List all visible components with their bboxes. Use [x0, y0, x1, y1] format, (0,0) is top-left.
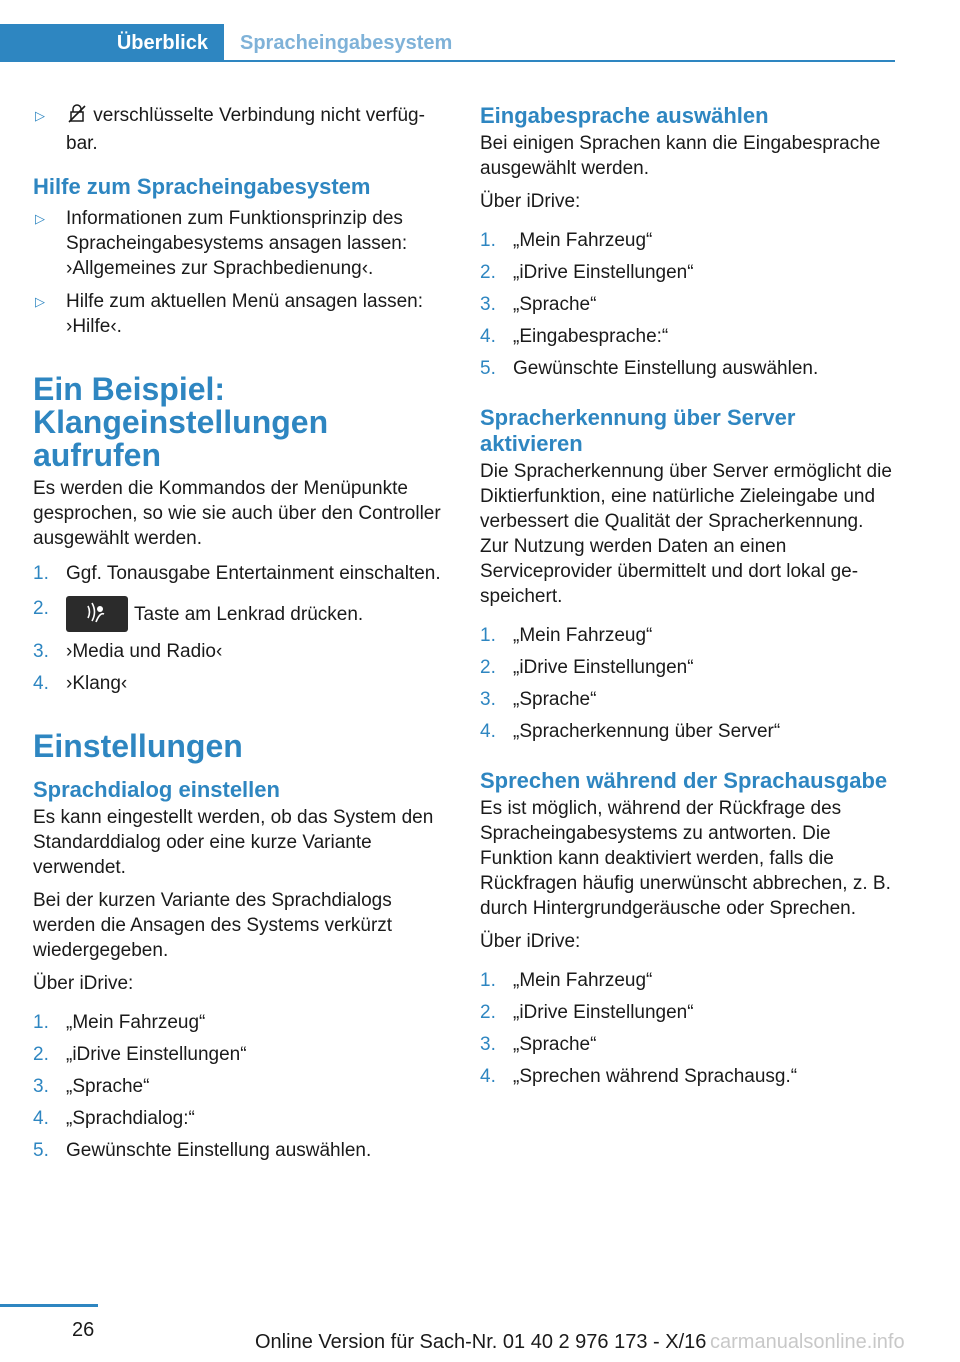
list-item — [480, 292, 895, 317]
step-text: „Sprache“ — [66, 1076, 150, 1097]
top-bullet-list — [33, 103, 448, 156]
server-heading: Spracherkennung über Server aktivieren — [480, 405, 796, 456]
hilfe-list — [33, 206, 448, 339]
step-number: 2. — [33, 598, 49, 619]
step-number: 4. — [33, 673, 49, 694]
step-text: „Sprache“ — [513, 294, 597, 315]
triangle-bullet-icon: ▷ — [35, 211, 45, 226]
list-item — [33, 1106, 448, 1131]
header-divider — [0, 60, 895, 62]
step-number: 1. — [480, 230, 496, 251]
sprechen-heading: Sprechen während der Sprachausgabe — [480, 768, 888, 793]
step-number: 1. — [33, 563, 49, 584]
eingabe-heading: Eingabesprache auswählen — [480, 103, 769, 128]
list-item — [33, 596, 448, 632]
step-number: 4. — [480, 326, 496, 347]
step-text: „iDrive Einstellungen“ — [513, 1002, 694, 1023]
step-text: „Spracherkennung über Server“ — [513, 721, 781, 742]
step-number: 4. — [480, 721, 496, 742]
list-item — [480, 228, 895, 253]
step-text: Ggf. Tonausgabe Entertainment einschalten. — [66, 563, 441, 584]
step-number: 3. — [480, 294, 496, 315]
step-text: Gewünschte Einstellung auswählen. — [66, 1140, 372, 1161]
list-item-text: Informationen zum Funktionsprinzip des Spracheingabesystems ansagen lassen: ›Allgemeines zur Sprachbedienung‹. — [66, 208, 408, 279]
server-text: Die Spracherkennung über Server ermöglicht die Diktierfunktion, eine natürliche Zieleingabe und verbessert die Qualität der Spracherkennung. Zur Nutzung werden Daten an einen Serviceprovider übermittelt und dort lokal gespeichert. — [480, 461, 892, 607]
page-number: 26 — [72, 1319, 95, 1341]
server-steps — [480, 623, 895, 744]
sprechen-text: Es ist möglich, während der Rückfrage des Spracheingabesystems zu antworten. Die Funktion kann deaktiviert werden, falls die Rückfragen häufig unerwünscht abbrechen, z. B. durch Hintergrundgeräusche oder Sprechen. — [480, 798, 891, 919]
sprachdialog-heading: Sprachdialog einstellen — [33, 777, 280, 802]
triangle-bullet-icon: ▷ — [35, 108, 45, 123]
step-text: „Sprache“ — [513, 689, 597, 710]
step-text: „Mein Fahrzeug“ — [513, 970, 653, 991]
uber-idrive-label: Über iDrive: — [480, 191, 581, 212]
step-text: „Mein Fahrzeug“ — [513, 230, 653, 251]
list-item — [33, 639, 448, 664]
step-number: 5. — [33, 1140, 49, 1161]
right-column — [480, 103, 895, 1089]
step-text: „iDrive Einstellungen“ — [513, 262, 694, 283]
beispiel-steps — [33, 561, 448, 696]
step-number: 3. — [480, 1034, 496, 1055]
list-item — [33, 103, 448, 156]
header-tab-section[interactable]: Spracheingabesystem — [240, 31, 453, 54]
list-item — [33, 206, 448, 281]
step-number: 3. — [480, 689, 496, 710]
list-item — [480, 1032, 895, 1057]
footer-divider — [0, 1304, 98, 1307]
beispiel-heading: Ein Beispiel: Klangeinstellungen aufrufen — [33, 371, 329, 473]
step-text: „iDrive Einstellungen“ — [66, 1044, 247, 1065]
step-number: 5. — [480, 358, 496, 379]
step-number: 1. — [33, 1012, 49, 1033]
sprechen-steps — [480, 968, 895, 1089]
list-item — [33, 1138, 448, 1163]
list-item — [480, 356, 895, 381]
sprachdialog-text-1: Es kann eingestellt werden, ob das System den Standarddialog oder eine kurze Variante verwendet. — [33, 807, 434, 878]
sprachdialog-text-2: Bei der kurzen Variante des Sprachdialogs werden die Ansagen des Systems verkürzt wiedergegeben. — [33, 890, 393, 961]
list-item — [480, 1000, 895, 1025]
list-item — [480, 655, 895, 680]
list-item — [480, 324, 895, 349]
header-tab-overview[interactable]: Überblick — [0, 24, 224, 62]
step-number: 3. — [33, 641, 49, 662]
list-item — [33, 1074, 448, 1099]
step-number: 2. — [33, 1044, 49, 1065]
einstellungen-heading: Einstellungen — [33, 728, 243, 764]
voice-button-icon — [66, 596, 128, 632]
step-text: ›Klang‹ — [66, 673, 128, 694]
bullet-text: verschlüsselte Verbindung nicht verfügbar. — [66, 105, 425, 154]
left-column — [33, 103, 448, 1163]
uber-idrive-label-2: Über iDrive: — [480, 931, 581, 952]
step-text: Taste am Lenkrad drücken. — [134, 604, 364, 625]
eingabe-steps — [480, 228, 895, 381]
list-item — [480, 687, 895, 712]
sprachdialog-steps — [33, 1010, 448, 1163]
list-item — [480, 260, 895, 285]
beispiel-text: Es werden die Kommandos der Menüpunkte gesprochen, so wie sie auch über den Controller ausgewählt werden. — [33, 478, 441, 549]
step-number: 2. — [480, 1002, 496, 1023]
list-item — [33, 1042, 448, 1067]
no-encryption-icon — [66, 104, 88, 131]
step-text: „Eingabesprache:“ — [513, 326, 669, 347]
triangle-bullet-icon: ▷ — [35, 294, 45, 309]
step-text: ›Media und Radio‹ — [66, 641, 223, 662]
step-number: 4. — [33, 1108, 49, 1129]
list-item-text: Hilfe zum aktuellen Menü ansagen lassen: ›Hilfe‹. — [66, 291, 423, 337]
step-number: 3. — [33, 1076, 49, 1097]
step-text: Gewünschte Einstellung auswählen. — [513, 358, 819, 379]
online-version-text: Online Version für Sach-Nr. 01 40 2 976 173 - X/16 — [255, 1331, 707, 1353]
step-text: „Sprachdialog:“ — [66, 1108, 195, 1129]
step-text: „Mein Fahrzeug“ — [513, 625, 653, 646]
list-item — [33, 289, 448, 339]
list-item — [480, 968, 895, 993]
hilfe-heading: Hilfe zum Spracheingabesystem — [33, 174, 371, 199]
watermark: carmanualsonline.info — [710, 1331, 905, 1353]
step-text: „Sprache“ — [513, 1034, 597, 1055]
eingabe-text: Bei einigen Sprachen kann die Eingabesprache ausgewählt werden. — [480, 133, 881, 179]
step-number: 2. — [480, 262, 496, 283]
step-text: „iDrive Einstellungen“ — [513, 657, 694, 678]
list-item — [33, 1010, 448, 1035]
list-item — [33, 671, 448, 696]
step-number: 2. — [480, 657, 496, 678]
step-number: 4. — [480, 1066, 496, 1087]
list-item — [33, 561, 448, 586]
step-number: 1. — [480, 970, 496, 991]
step-text: „Sprechen während Sprachausg.“ — [513, 1066, 798, 1087]
list-item — [480, 1064, 895, 1089]
uber-idrive-label: Über iDrive: — [33, 973, 134, 994]
list-item — [480, 719, 895, 744]
step-number: 1. — [480, 625, 496, 646]
step-text: „Mein Fahrzeug“ — [66, 1012, 206, 1033]
list-item — [480, 623, 895, 648]
